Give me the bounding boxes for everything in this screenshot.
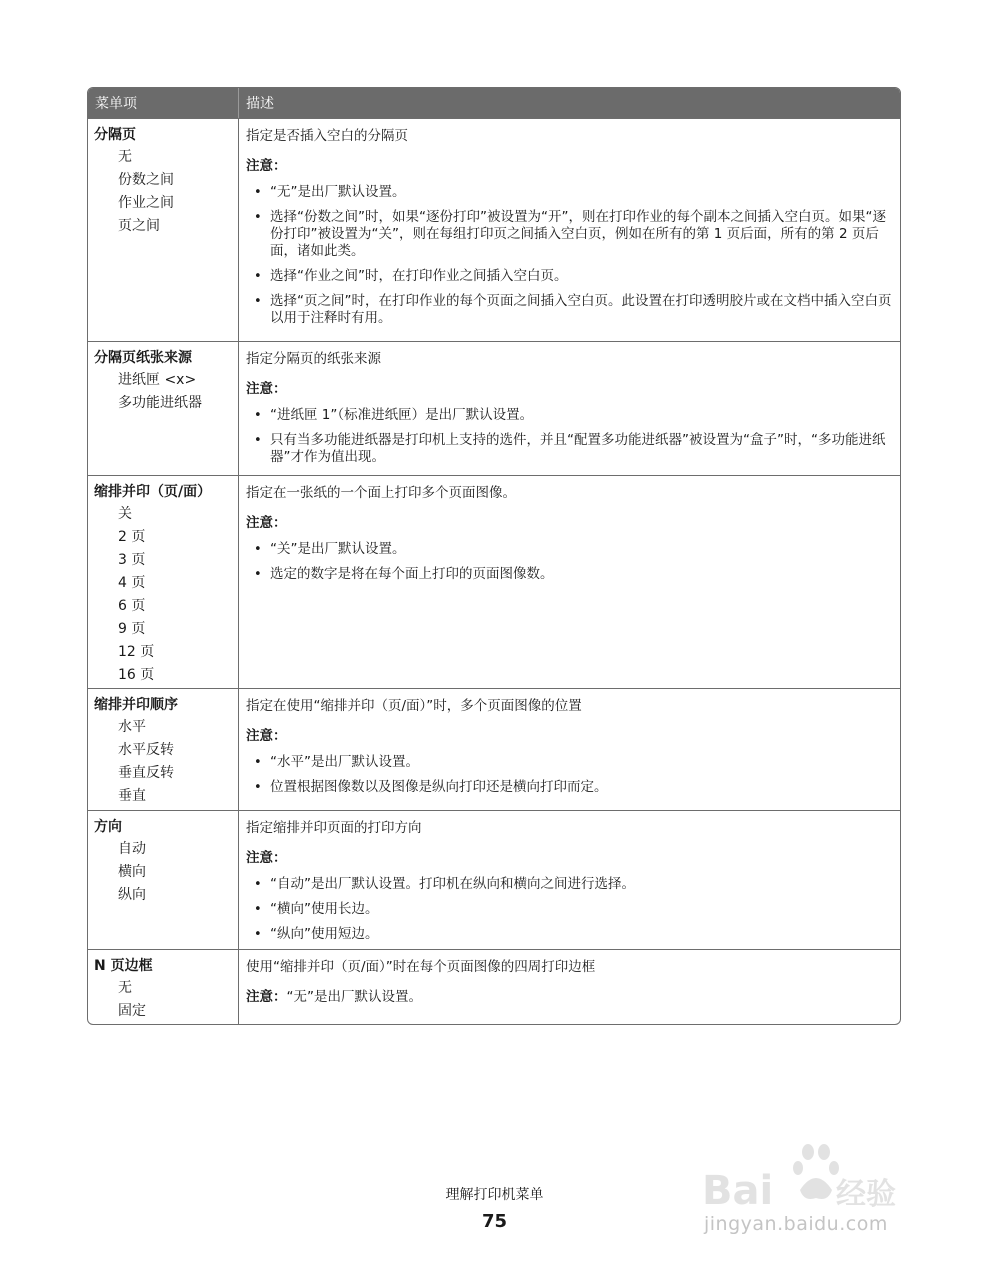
description-text: 指定是否插入空白的分隔页 — [246, 128, 408, 144]
menu-item-name: 方向 — [94, 819, 122, 835]
menu-option: 进纸匣 <x> — [118, 372, 197, 388]
menu-item-name: 缩排并印顺序 — [94, 697, 178, 713]
menu-item-cell — [88, 811, 239, 949]
note-label: 注意： — [246, 158, 287, 174]
description-text: 指定在使用“缩排并印（页/面）”时，多个页面图像的位置 — [246, 698, 582, 714]
note-list — [246, 876, 892, 943]
menu-item-cell — [88, 689, 239, 810]
menu-item-name: 分隔页 — [94, 127, 136, 143]
page-number: 75 — [481, 1211, 508, 1232]
menu-option: 自动 — [118, 841, 146, 857]
note-line — [246, 987, 892, 1007]
note-label: 注意： — [246, 989, 287, 1005]
note-list — [246, 541, 892, 583]
menu-option: 多功能进纸器 — [118, 395, 202, 411]
note-bullet: • 只有当多功能进纸器是打印机上支持的选件，并且“配置多功能进纸器”被设置为“盒子”时，“多功能进纸器”才作为值出现。 — [246, 432, 892, 466]
note-bullet: • “无”是出厂默认设置。 — [246, 184, 892, 201]
table-row — [88, 341, 900, 475]
menu-option: 横向 — [118, 864, 146, 880]
menu-item-name: 缩排并印（页/面） — [94, 484, 212, 500]
menu-item-name: N 页边框 — [94, 958, 153, 974]
description-cell — [239, 950, 900, 1024]
table-row — [88, 688, 900, 810]
menu-option: 16 页 — [118, 667, 155, 683]
note-text: “无”是出厂默认设置。 — [286, 989, 422, 1005]
menu-option: 垂直 — [118, 788, 146, 804]
note-label: 注意： — [246, 728, 287, 744]
menu-item-cell — [88, 950, 239, 1024]
table-header — [88, 88, 900, 118]
menu-option: 无 — [118, 149, 132, 165]
menu-item-cell — [88, 342, 239, 475]
note-bullet: • “关”是出厂默认设置。 — [246, 541, 892, 558]
header-description: 描述 — [246, 96, 274, 112]
table-row — [88, 949, 900, 1024]
svg-text:Bai: Bai — [702, 1168, 774, 1214]
description-text: 指定在一张纸的一个面上打印多个页面图像。 — [246, 485, 516, 501]
description-cell — [239, 811, 900, 949]
description-cell — [239, 119, 900, 341]
watermark-url: jingyan.baidu.com — [704, 1213, 888, 1235]
menu-option: 4 页 — [118, 575, 146, 591]
note-label: 注意： — [246, 850, 287, 866]
menu-option: 固定 — [118, 1003, 146, 1019]
note-list — [246, 754, 892, 796]
note-bullet: • “水平”是出厂默认设置。 — [246, 754, 892, 771]
note-bullet: • 选择“页之间”时，在打印作业的每个页面之间插入空白页。此设置在打印透明胶片或在文档中插入空白页以用于注释时有用。 — [246, 293, 892, 327]
menu-option: 水平 — [118, 719, 146, 735]
menu-item-cell — [88, 119, 239, 341]
table-row — [88, 475, 900, 688]
menu-item-name: 分隔页纸张来源 — [94, 350, 192, 366]
note-list — [246, 407, 892, 466]
description-cell — [239, 476, 900, 688]
menu-option: 作业之间 — [118, 195, 174, 211]
description-text: 指定缩排并印页面的打印方向 — [246, 820, 422, 836]
description-text: 指定分隔页的纸张来源 — [246, 351, 381, 367]
note-list — [246, 184, 892, 327]
description-text: 使用“缩排并印（页/面）”时在每个页面图像的四周打印边框 — [246, 959, 596, 975]
menu-option: 9 页 — [118, 621, 146, 637]
menu-option: 关 — [118, 506, 132, 522]
table-row — [88, 810, 900, 949]
note-bullet: • 位置根据图像数以及图像是纵向打印还是横向打印而定。 — [246, 779, 892, 796]
menu-option: 纵向 — [118, 887, 146, 903]
table-row — [88, 118, 900, 341]
header-menu-item: 菜单项 — [88, 88, 239, 118]
description-cell — [239, 342, 900, 475]
menu-table — [87, 87, 901, 1025]
menu-option: 份数之间 — [118, 172, 174, 188]
menu-option: 水平反转 — [118, 742, 174, 758]
footer-section-title: 理解打印机菜单 — [445, 1187, 544, 1203]
note-bullet: • 选择“份数之间”时，如果“逐份打印”被设置为“开”，则在打印作业的每个副本之间插入空白页。如果“逐份打印”被设置为“关”，则在每组打印页之间插入空白页，例如在所有的第 1 页后面，所有的第 2 页后面，诸如此类。 — [246, 209, 892, 260]
menu-option: 3 页 — [118, 552, 146, 568]
menu-option: 无 — [118, 980, 132, 996]
note-bullet: • “横向”使用长边。 — [246, 901, 892, 918]
note-bullet: • 选择“作业之间”时，在打印作业之间插入空白页。 — [246, 268, 892, 285]
menu-item-cell — [88, 476, 239, 688]
menu-option: 页之间 — [118, 218, 160, 234]
note-label: 注意： — [246, 381, 287, 397]
note-bullet: • “纵向”使用短边。 — [246, 926, 892, 943]
svg-text:经验: 经验 — [836, 1177, 896, 1212]
note-label: 注意： — [246, 515, 287, 531]
note-bullet: • “自动”是出厂默认设置。打印机在纵向和横向之间进行选择。 — [246, 876, 892, 893]
menu-option: 2 页 — [118, 529, 146, 545]
menu-option: 6 页 — [118, 598, 146, 614]
description-cell — [239, 689, 900, 810]
menu-option: 垂直反转 — [118, 765, 174, 781]
note-bullet: • “进纸匣 1”（标准进纸匣）是出厂默认设置。 — [246, 407, 892, 424]
note-bullet: • 选定的数字是将在每个面上打印的页面图像数。 — [246, 566, 892, 583]
menu-option: 12 页 — [118, 644, 155, 660]
